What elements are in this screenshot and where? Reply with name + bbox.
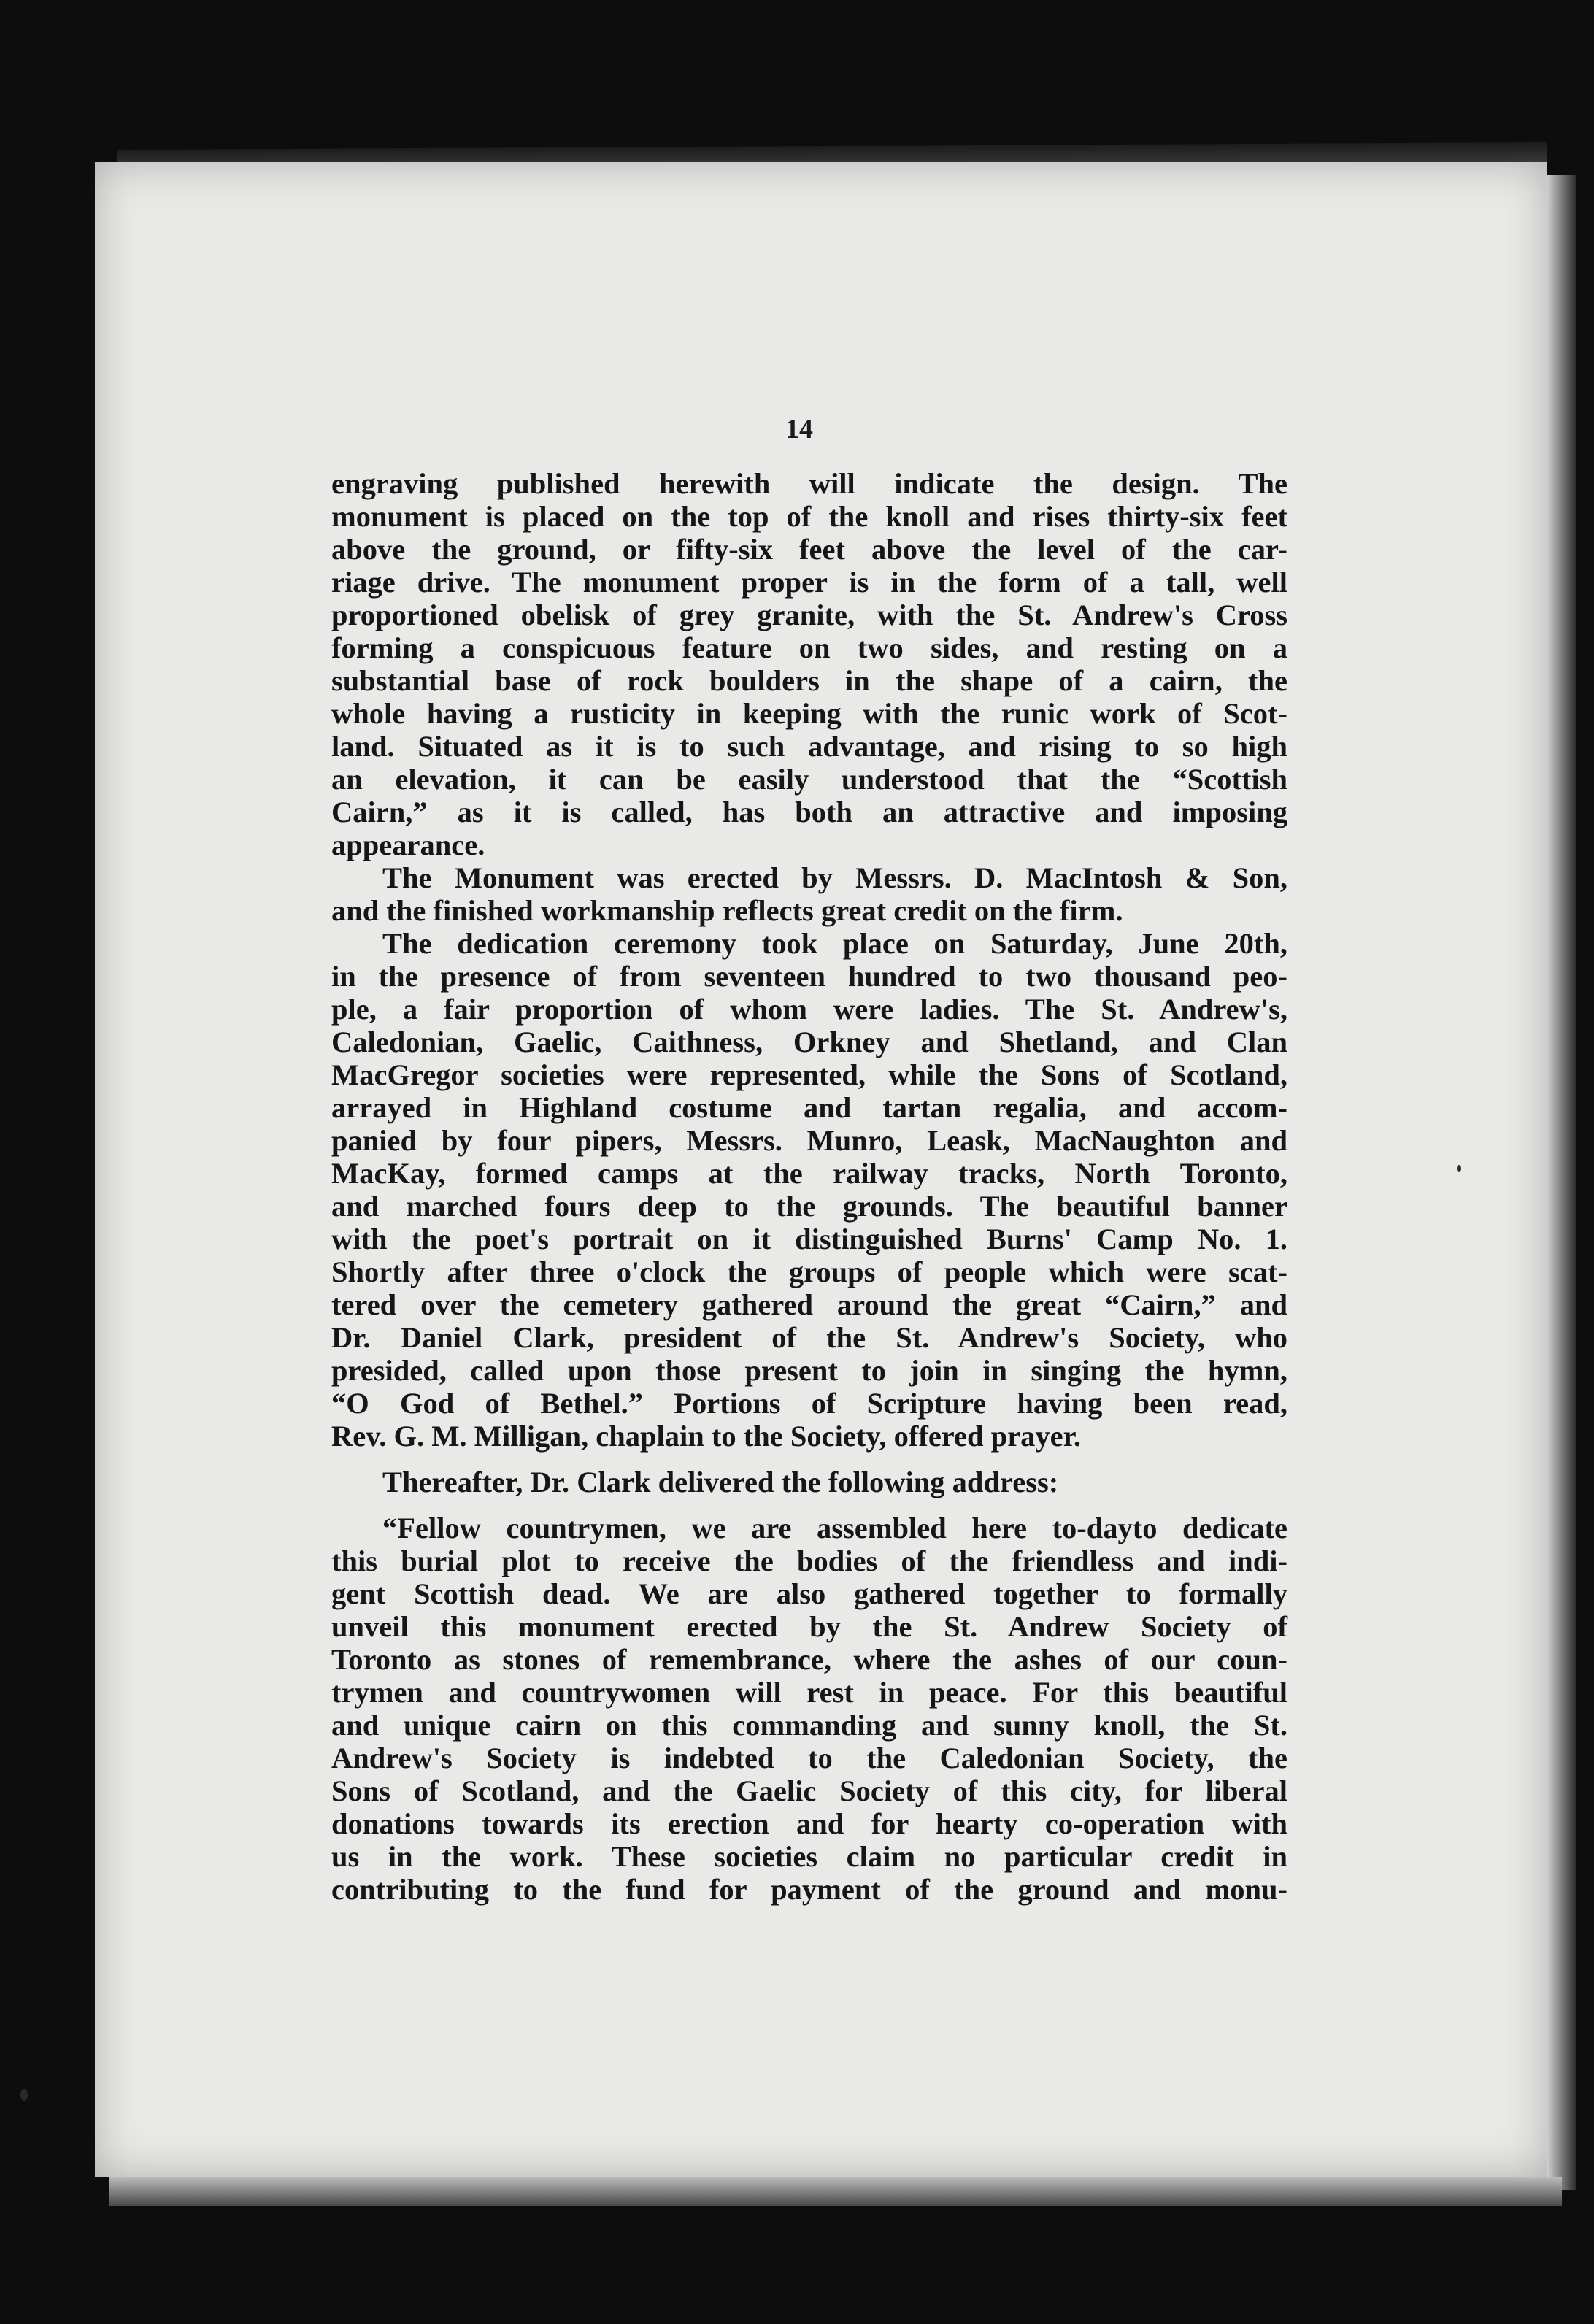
- text-line: forming a conspicuous feature on two sides, and resting on a: [331, 631, 1287, 664]
- text-line: appearance.: [331, 828, 485, 861]
- text-line: proportioned obelisk of grey granite, with the St. Andrew's Cross: [331, 599, 1287, 631]
- text-line: contributing to the fund for payment of the ground and monu-: [331, 1873, 1287, 1906]
- text-line: Andrew's Society is indebted to the Caledonian Society, the: [331, 1742, 1287, 1774]
- page-bottom-edge: [109, 2177, 1562, 2206]
- text-line: Dr. Daniel Clark, president of the St. Andrew's Society, who: [331, 1321, 1287, 1354]
- text-line: Rev. G. M. Milligan, chaplain to the Society, offered prayer.: [331, 1420, 1082, 1452]
- text-line: engraving published herewith will indicate the design. The: [331, 467, 1287, 500]
- text-line: in the presence of from seventeen hundred to two thousand peo-: [331, 960, 1287, 993]
- text-line: Shortly after three o'clock the groups of people which were scat-: [331, 1255, 1287, 1288]
- text-line: us in the work. These societies claim no particular credit in: [331, 1840, 1287, 1873]
- text-line: The Monument was erected by Messrs. D. MacIntosh & Son,: [382, 861, 1287, 894]
- text-line: ple, a fair proportion of whom were ladies. The St. Andrew's,: [331, 993, 1287, 1026]
- text-line: riage drive. The monument proper is in the form of a tall, well: [331, 566, 1287, 599]
- body-text: [331, 467, 1287, 1906]
- text-line: land. Situated as it is to such advantage, and rising to so high: [331, 730, 1287, 763]
- text-line: trymen and countrywomen will rest in peace. For this beautiful: [331, 1676, 1287, 1709]
- text-line: substantial base of rock boulders in the shape of a cairn, the: [331, 664, 1287, 697]
- text-line: tered over the cemetery gathered around the great “Cairn,” and: [331, 1288, 1287, 1321]
- text-line: unveil this monument erected by the St. Andrew Society of: [331, 1610, 1287, 1643]
- text-line: Sons of Scotland, and the Gaelic Society of this city, for liberal: [331, 1774, 1287, 1807]
- text-line: Cairn,” as it is called, has both an attractive and imposing: [331, 796, 1287, 828]
- paragraph-gap: [331, 1498, 1287, 1512]
- text-line: arrayed in Highland costume and tartan regalia, and accom-: [331, 1091, 1287, 1124]
- text-line: donations towards its erection and for hearty co-operation with: [331, 1807, 1287, 1840]
- text-line: gent Scottish dead. We are also gathered together to formally: [331, 1577, 1287, 1610]
- paragraph-gap: [331, 1452, 1287, 1466]
- text-line: with the poet's portrait on it distinguished Burns' Camp No. 1.: [331, 1223, 1287, 1255]
- text-line: monument is placed on the top of the knoll and rises thirty-six feet: [331, 500, 1287, 533]
- text-line: whole having a rusticity in keeping with the runic work of Scot-: [331, 697, 1287, 730]
- paragraph-3: [331, 927, 1287, 1452]
- dust-speck: [1457, 1165, 1461, 1172]
- text-line: above the ground, or fifty-six feet above the level of the car-: [331, 533, 1287, 566]
- paragraph-5: [331, 1512, 1287, 1906]
- text-line: “O God of Bethel.” Portions of Scripture having been read,: [331, 1387, 1287, 1420]
- text-line: MacGregor societies were represented, while the Sons of Scotland,: [331, 1058, 1287, 1091]
- text-line: an elevation, it can be easily understood that the “Scottish: [331, 763, 1287, 796]
- page-number: 14: [785, 414, 813, 445]
- text-line: and the finished workmanship reflects great credit on the firm.: [331, 894, 1123, 927]
- dust-speck: [20, 2089, 28, 2101]
- text-line: presided, called upon those present to join in singing the hymn,: [331, 1354, 1287, 1387]
- text-line: Caledonian, Gaelic, Caithness, Orkney and Shetland, and Clan: [331, 1026, 1287, 1058]
- text-line: MacKay, formed camps at the railway tracks, North Toronto,: [331, 1157, 1287, 1190]
- text-line: The dedication ceremony took place on Saturday, June 20th,: [382, 927, 1287, 960]
- text-line: and unique cairn on this commanding and sunny knoll, the St.: [331, 1709, 1287, 1742]
- text-line: “Fellow countrymen, we are assembled here to-dayto dedicate: [382, 1512, 1287, 1544]
- text-line: and marched fours deep to the grounds. The beautiful banner: [331, 1190, 1287, 1223]
- paragraph-1: [331, 467, 1287, 861]
- text-line: panied by four pipers, Messrs. Munro, Leask, MacNaughton and: [331, 1124, 1287, 1157]
- page-right-edge: [1547, 175, 1576, 2190]
- paragraph-4: [331, 1466, 1287, 1498]
- text-line: this burial plot to receive the bodies of the friendless and indi-: [331, 1544, 1287, 1577]
- text-line: Toronto as stones of remembrance, where the ashes of our coun-: [331, 1643, 1287, 1676]
- paragraph-2: [331, 861, 1287, 927]
- text-line: Thereafter, Dr. Clark delivered the following address:: [382, 1466, 1059, 1498]
